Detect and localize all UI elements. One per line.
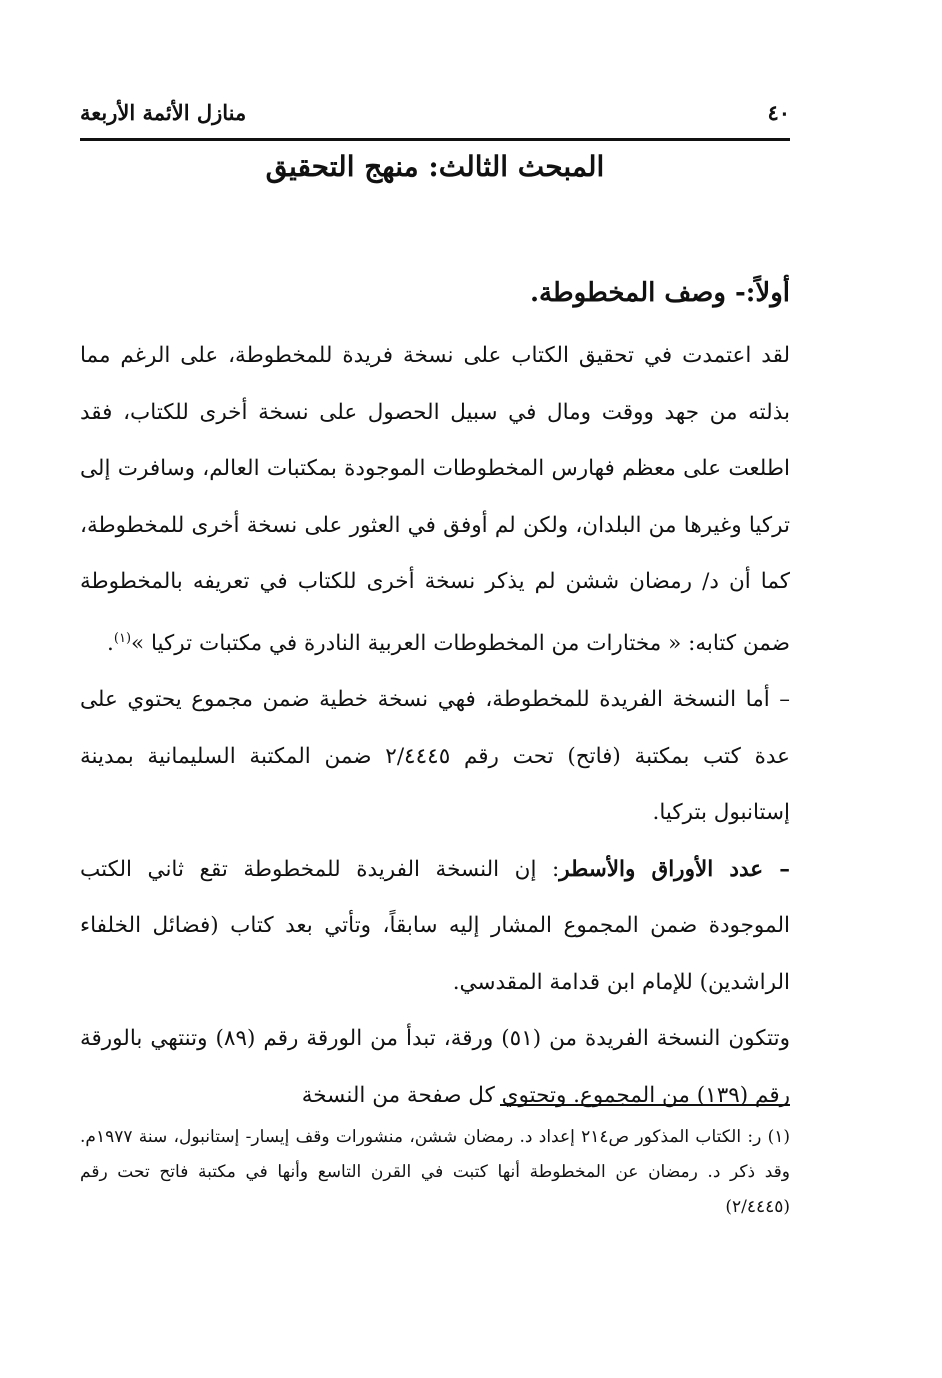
book-title: منازل الأئمة الأربعة xyxy=(80,99,247,125)
paragraph-4: وتتكون النسخة الفريدة من (٥١) ورقة، تبدأ من الورقة رقم (٨٩) وتنتهي بالورقة رقم (١٣٩) من المجموع. وتحتوي كل صفحة من النسخة xyxy=(80,1026,791,1108)
body-text xyxy=(80,328,790,1124)
footnote: (١) ر: الكتاب المذكور ص٢١٤ إعداد د. رمضان ششن، منشورات وقف إيسار- إستانبول، سنة ١٩٧٧م. وقد ذكر د. رمضان عن المخطوطة أنها كتبت في القرن التاسع وأنها في مكتبة فاتح تحت رقم (٢/٤٤٤٥) xyxy=(80,1127,790,1217)
running-header xyxy=(80,92,790,132)
header-rule xyxy=(80,138,790,141)
footnote-ref: (١) xyxy=(113,630,132,646)
paragraph-3 xyxy=(80,842,790,1012)
subheading-manuscript-description: أولاً:- وصف المخطوطة. xyxy=(529,278,790,308)
paragraph-3-text: : إن النسخة الفريدة للمخطوطة تقع ثاني الكتب الموجودة ضمن المجموع المشار إليه سابقاً، وتأتي بعد كتاب (فضائل الخلفاء الراشدين) للإمام ابن قدامة المقدسي. xyxy=(80,856,790,995)
paragraph-1-end: . xyxy=(107,630,114,656)
paragraph-1 xyxy=(80,328,790,672)
paragraph-1-text: لقد اعتمدت في تحقيق الكتاب على نسخة فريدة للمخطوطة، على الرغم مما بذلته من جهد ووقت ومال في سبيل الحصول على نسخة أخرى للكتاب، فقد اطلعت على معظم فهارس المخطوطات الموجودة بمكتبات العالم، وسافرت إلى تركيا وغيرها من البلدان، ولكن لم أوفق في العثور على نسخة أخرى للمخطوطة، كما أن د/ رمضان ششن لم يذكر نسخة أخرى للكتاب في تعريفه بالمخطوطة ضمن كتابه: « مختارات من المخطوطات العربية النادرة في مكتبات تركيا » xyxy=(80,343,790,656)
page-number: ٤٠ xyxy=(767,99,790,125)
paragraph-3-lead: – عدد الأوراق والأسطر xyxy=(559,856,790,882)
footnote-rule xyxy=(500,1104,790,1106)
paragraph-2: – أما النسخة الفريدة للمخطوطة، فهي نسخة خطية ضمن مجموع يحتوي على عدة كتب بمكتبة (فاتح) تحت رقم ٢/٤٤٤٥ ضمن المكتبة السليمانية بمدينة إستانبول بتركيا. xyxy=(80,687,790,826)
book-page xyxy=(80,0,790,1378)
section-title: المبحث الثالث: منهج التحقيق xyxy=(265,150,605,183)
